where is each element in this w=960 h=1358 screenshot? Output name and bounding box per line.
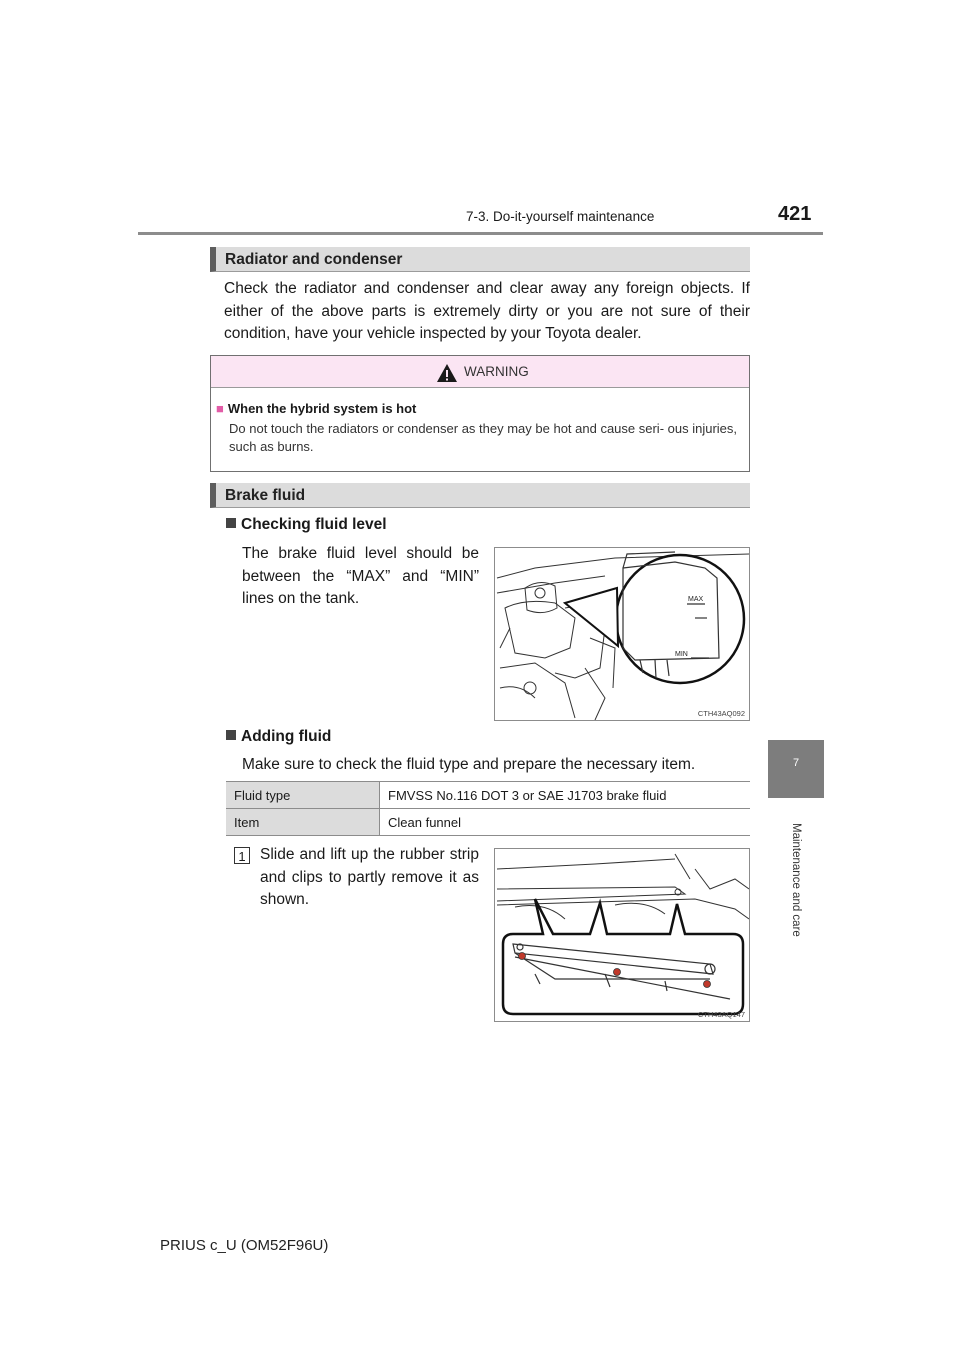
checking-paragraph: The brake fluid level should be between the “MAX” and “MIN” lines on the tank. — [242, 545, 479, 607]
section-heading-brake-fluid — [210, 483, 750, 508]
step-number: 1 — [234, 847, 250, 864]
warning-header — [211, 356, 749, 388]
square-bullet-icon — [226, 730, 236, 740]
footer-model: PRIUS c_U (OM52F96U) — [160, 1237, 329, 1254]
figure-code: CTH43AQ092 — [697, 709, 745, 718]
subheading-adding — [226, 728, 331, 746]
warning-triangle-icon — [436, 363, 458, 383]
engine-bay-illustration — [495, 548, 749, 720]
section-heading-label: Radiator and condenser — [225, 251, 403, 268]
pink-square-icon: ■ — [216, 401, 224, 416]
section-title: 7-3. Do-it-yourself maintenance — [466, 209, 655, 224]
table-row — [226, 809, 750, 836]
table-key: Fluid type — [226, 782, 380, 809]
subheading-adding-text: Adding fluid — [241, 728, 332, 745]
section-heading-label: Brake fluid — [225, 487, 306, 504]
step1-paragraph: Slide and lift up the rubber strip and clips to partly remove it as shown. — [260, 846, 479, 908]
subheading-checking — [226, 516, 387, 534]
max-label: MAX — [688, 596, 704, 603]
cowl-strip-illustration — [495, 849, 749, 1021]
rubber-strip-figure — [494, 848, 750, 1022]
square-bullet-icon — [226, 518, 236, 528]
chapter-tab: 7 — [768, 740, 824, 798]
warning-subtitle — [216, 401, 416, 416]
table-value: Clean funnel — [380, 809, 751, 836]
warning-box — [210, 355, 750, 472]
figure-code: CTH43AQ147 — [697, 1010, 745, 1019]
warning-title: WARNING — [464, 364, 529, 379]
table-key: Item — [226, 809, 380, 836]
radiator-paragraph: Check the radiator and condenser and clear away any foreign objects. If either of the above parts is extremely dirty or you are not sure of their condition, have your vehicle inspected by your Toyota dealer. — [224, 280, 750, 342]
brake-reservoir-figure — [494, 547, 750, 721]
fluid-info-table — [226, 781, 750, 836]
warning-subtitle-text: When the hybrid system is hot — [227, 401, 417, 416]
subheading-checking-text: Checking fluid level — [241, 516, 387, 533]
section-heading-radiator — [210, 247, 750, 272]
table-value: FMVSS No.116 DOT 3 or SAE J1703 brake fluid — [380, 782, 751, 809]
chapter-title: Maintenance and care — [790, 823, 802, 937]
adding-paragraph: Make sure to check the fluid type and prepare the necessary item. — [242, 756, 696, 773]
min-label: MIN — [675, 651, 688, 658]
table-row — [226, 782, 750, 809]
warning-text: Do not touch the radiators or condenser as they may be hot and cause seri- ous injuries, such as burns. — [229, 421, 738, 454]
header-rule — [138, 232, 823, 235]
page-number: 421 — [778, 203, 812, 225]
chapter-label — [768, 805, 824, 955]
